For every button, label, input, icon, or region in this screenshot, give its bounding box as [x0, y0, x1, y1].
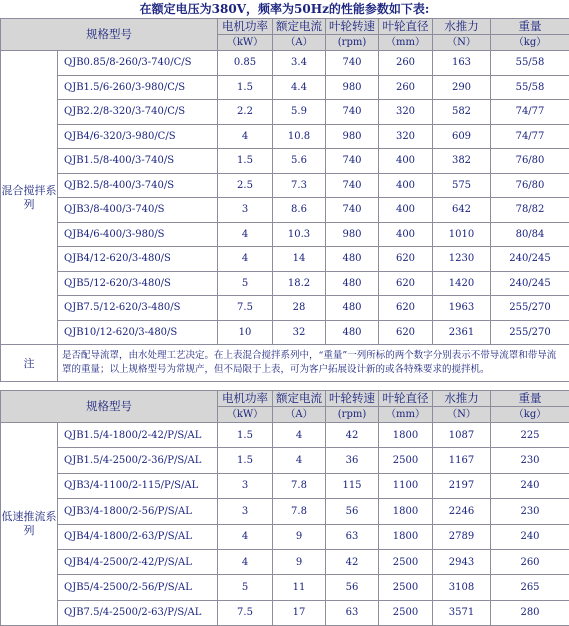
header-row-names-2 — [1, 391, 569, 407]
value-cell: 740 — [326, 198, 379, 223]
model-cell: QJB5/4-2500/2-56/P/S/AL — [58, 575, 218, 600]
table-row — [1, 320, 569, 345]
table-row — [1, 149, 569, 174]
table-row — [1, 124, 569, 149]
table-row — [1, 51, 569, 76]
value-cell: 260 — [379, 51, 433, 76]
value-cell: 265 — [491, 575, 569, 600]
value-cell: 56 — [326, 499, 379, 524]
value-cell: 9 — [273, 524, 326, 549]
header-diameter: 叶轮直径 — [379, 19, 433, 35]
value-cell: 582 — [433, 100, 491, 125]
model-cell: QJB5/12-620/3-480/S — [58, 271, 218, 296]
header-diameter-unit-2: （mm） — [379, 407, 433, 423]
value-cell: 240 — [491, 524, 569, 549]
value-cell: 115 — [326, 473, 379, 498]
value-cell: 2500 — [379, 448, 433, 473]
model-cell: QJB1.5/4-1800/2-42/P/S/AL — [58, 423, 218, 448]
table-row — [1, 75, 569, 100]
value-cell: 230 — [491, 499, 569, 524]
header-current-unit-2: （A） — [273, 407, 326, 423]
model-cell: QJB0.85/8-260/3-740/C/S — [58, 51, 218, 76]
table-row — [1, 247, 569, 272]
value-cell: 17 — [273, 600, 326, 625]
value-cell: 2500 — [379, 549, 433, 574]
value-cell: 240/245 — [491, 247, 569, 272]
model-cell: QJB10/12-620/3-480/S — [58, 320, 218, 345]
value-cell: 7.5 — [218, 600, 273, 625]
note-body — [1, 345, 569, 382]
value-cell: 8.6 — [273, 198, 326, 223]
value-cell: 1800 — [379, 524, 433, 549]
table-row — [1, 549, 569, 574]
value-cell: 10.3 — [273, 222, 326, 247]
value-cell: 740 — [326, 100, 379, 125]
model-cell: QJB1.5/4-2500/2-36/P/S/AL — [58, 448, 218, 473]
model-cell: QJB7.5/12-620/3-480/S — [58, 296, 218, 321]
value-cell: 55/58 — [491, 51, 569, 76]
table-row — [1, 473, 569, 498]
model-cell: QJB4/4-2500/2-42/P/S/AL — [58, 549, 218, 574]
value-cell: 740 — [326, 149, 379, 174]
model-cell: QJB2.5/8-400/3-740/S — [58, 173, 218, 198]
value-cell: 4 — [218, 124, 273, 149]
header-speed: 叶轮转速 — [326, 19, 379, 35]
value-cell: 10.8 — [273, 124, 326, 149]
value-cell: 255/270 — [491, 320, 569, 345]
model-cell: QJB1.5/8-400/3-740/S — [58, 149, 218, 174]
value-cell: 280 — [491, 600, 569, 625]
value-cell: 1.5 — [218, 149, 273, 174]
value-cell: 620 — [379, 271, 433, 296]
page-title: 在额定电压为380V，频率为50Hz的性能参数如下表: — [0, 0, 569, 18]
value-cell: 4 — [218, 524, 273, 549]
value-cell: 4.4 — [273, 75, 326, 100]
value-cell: 2500 — [379, 600, 433, 625]
mixing-table-body — [1, 19, 569, 345]
value-cell: 980 — [326, 222, 379, 247]
header-diameter-2: 叶轮直径 — [379, 391, 433, 407]
table-row — [1, 600, 569, 625]
value-cell: 255/270 — [491, 296, 569, 321]
value-cell: 2.5 — [218, 173, 273, 198]
value-cell: 5.9 — [273, 100, 326, 125]
value-cell: 1.5 — [218, 423, 273, 448]
header-power-unit-2: （kW） — [218, 407, 273, 423]
header-weight-unit: （kg） — [491, 35, 569, 51]
header-thrust-unit-2: （N） — [433, 407, 491, 423]
value-cell: 74/77 — [491, 124, 569, 149]
value-cell: 1.5 — [218, 448, 273, 473]
table-row — [1, 100, 569, 125]
note-text: 是否配导流罩，由水处理工艺决定。在上表混合搅拌系列中，“重量”一列所标的两个数字分别表示不带导流罩和带导流罩的重量；以上规格型号为常规产，但不局限于上表，可为客户拓展设计新的或各特殊要求的搅拌机。 — [58, 345, 569, 382]
value-cell: 2361 — [433, 320, 491, 345]
value-cell: 14 — [273, 247, 326, 272]
value-cell: 3 — [218, 499, 273, 524]
value-cell: 7.8 — [273, 499, 326, 524]
table-row — [1, 173, 569, 198]
value-cell: 620 — [379, 320, 433, 345]
series-group-label: 混合搅拌系列 — [1, 51, 58, 345]
value-cell: 1010 — [433, 222, 491, 247]
value-cell: 240 — [491, 473, 569, 498]
value-cell: 163 — [433, 51, 491, 76]
value-cell: 609 — [433, 124, 491, 149]
value-cell: 0.85 — [218, 51, 273, 76]
value-cell: 1800 — [379, 423, 433, 448]
value-cell: 4 — [273, 423, 326, 448]
value-cell: 260 — [491, 549, 569, 574]
table-row — [1, 198, 569, 223]
value-cell: 56 — [326, 575, 379, 600]
header-weight: 重量 — [491, 19, 569, 35]
value-cell: 1087 — [433, 423, 491, 448]
value-cell: 400 — [379, 149, 433, 174]
model-cell: QJB3/4-1800/2-56/P/S/AL — [58, 499, 218, 524]
value-cell: 2197 — [433, 473, 491, 498]
header-thrust-2: 水推力 — [433, 391, 491, 407]
value-cell: 18.2 — [273, 271, 326, 296]
value-cell: 400 — [379, 222, 433, 247]
value-cell: 2.2 — [218, 100, 273, 125]
value-cell: 642 — [433, 198, 491, 223]
header-speed-2: 叶轮转速 — [326, 391, 379, 407]
value-cell: 76/80 — [491, 149, 569, 174]
value-cell: 1.5 — [218, 75, 273, 100]
value-cell: 5.6 — [273, 149, 326, 174]
header-weight-2: 重量 — [491, 391, 569, 407]
value-cell: 230 — [491, 448, 569, 473]
model-cell: QJB4/6-400/3-980/S — [58, 222, 218, 247]
value-cell: 980 — [326, 75, 379, 100]
value-cell: 80/84 — [491, 222, 569, 247]
header-thrust: 水推力 — [433, 19, 491, 35]
value-cell: 9 — [273, 549, 326, 574]
table-row — [1, 524, 569, 549]
value-cell: 480 — [326, 296, 379, 321]
value-cell: 3.4 — [273, 51, 326, 76]
value-cell: 260 — [379, 75, 433, 100]
table-row — [1, 296, 569, 321]
value-cell: 7.8 — [273, 473, 326, 498]
model-cell: QJB4/4-1800/2-63/P/S/AL — [58, 524, 218, 549]
model-cell: QJB7.5/4-2500/2-63/P/S/AL — [58, 600, 218, 625]
value-cell: 400 — [379, 173, 433, 198]
performance-table-mixing — [0, 18, 569, 382]
value-cell: 382 — [433, 149, 491, 174]
value-cell: 78/82 — [491, 198, 569, 223]
table-row — [1, 271, 569, 296]
value-cell: 63 — [326, 600, 379, 625]
header-thrust-unit: （N） — [433, 35, 491, 51]
value-cell: 2943 — [433, 549, 491, 574]
model-cell: QJB1.5/6-260/3-980/C/S — [58, 75, 218, 100]
value-cell: 1100 — [379, 473, 433, 498]
value-cell: 320 — [379, 100, 433, 125]
value-cell: 3 — [218, 473, 273, 498]
header-current-2: 额定电流 — [273, 391, 326, 407]
value-cell: 240/245 — [491, 271, 569, 296]
header-current: 额定电流 — [273, 19, 326, 35]
value-cell: 1230 — [433, 247, 491, 272]
value-cell: 2246 — [433, 499, 491, 524]
value-cell: 740 — [326, 51, 379, 76]
value-cell: 42 — [326, 549, 379, 574]
value-cell: 7.5 — [218, 296, 273, 321]
header-weight-unit-2: （kg） — [491, 407, 569, 423]
value-cell: 10 — [218, 320, 273, 345]
value-cell: 575 — [433, 173, 491, 198]
header-power: 电机功率 — [218, 19, 273, 35]
value-cell: 620 — [379, 247, 433, 272]
header-speed-unit: (rpm) — [326, 35, 379, 51]
value-cell: 480 — [326, 320, 379, 345]
value-cell: 1963 — [433, 296, 491, 321]
value-cell: 3571 — [433, 600, 491, 625]
value-cell: 4 — [218, 247, 273, 272]
value-cell: 11 — [273, 575, 326, 600]
value-cell: 1800 — [379, 499, 433, 524]
value-cell: 7.3 — [273, 173, 326, 198]
value-cell: 620 — [379, 296, 433, 321]
header-diameter-unit: （mm） — [379, 35, 433, 51]
value-cell: 55/58 — [491, 75, 569, 100]
value-cell: 32 — [273, 320, 326, 345]
header-row-names — [1, 19, 569, 35]
value-cell: 480 — [326, 271, 379, 296]
value-cell: 225 — [491, 423, 569, 448]
model-cell: QJB3/4-1100/2-115/P/S/AL — [58, 473, 218, 498]
value-cell: 3 — [218, 198, 273, 223]
value-cell: 5 — [218, 575, 273, 600]
note-row — [1, 345, 569, 382]
value-cell: 740 — [326, 173, 379, 198]
value-cell: 63 — [326, 524, 379, 549]
value-cell: 2500 — [379, 575, 433, 600]
value-cell: 480 — [326, 247, 379, 272]
value-cell: 4 — [273, 448, 326, 473]
header-power-2: 电机功率 — [218, 391, 273, 407]
table-row — [1, 575, 569, 600]
model-cell: QJB3/8-400/3-740/S — [58, 198, 218, 223]
value-cell: 5 — [218, 271, 273, 296]
header-model: 规格型号 — [1, 19, 218, 51]
table-row — [1, 423, 569, 448]
value-cell: 1420 — [433, 271, 491, 296]
model-cell: QJB2.2/8-320/3-740/C/S — [58, 100, 218, 125]
value-cell: 980 — [326, 124, 379, 149]
value-cell: 3108 — [433, 575, 491, 600]
header-speed-unit-2: (rpm) — [326, 407, 379, 423]
performance-table-low-speed — [0, 390, 569, 626]
value-cell: 76/80 — [491, 173, 569, 198]
value-cell: 74/77 — [491, 100, 569, 125]
low-speed-table-body — [1, 391, 569, 626]
model-cell: QJB4/12-620/3-480/S — [58, 247, 218, 272]
value-cell: 36 — [326, 448, 379, 473]
table-row — [1, 499, 569, 524]
header-current-unit: （A） — [273, 35, 326, 51]
header-model-2: 规格型号 — [1, 391, 218, 423]
value-cell: 1167 — [433, 448, 491, 473]
value-cell: 42 — [326, 423, 379, 448]
note-label: 注 — [1, 345, 58, 382]
series-group-label: 低速推流系列 — [1, 423, 58, 626]
value-cell: 4 — [218, 549, 273, 574]
value-cell: 400 — [379, 198, 433, 223]
table-row — [1, 448, 569, 473]
value-cell: 4 — [218, 222, 273, 247]
value-cell: 2789 — [433, 524, 491, 549]
model-cell: QJB4/6-320/3-980/C/S — [58, 124, 218, 149]
value-cell: 28 — [273, 296, 326, 321]
value-cell: 320 — [379, 124, 433, 149]
header-power-unit: （kW） — [218, 35, 273, 51]
value-cell: 290 — [433, 75, 491, 100]
table-row — [1, 222, 569, 247]
